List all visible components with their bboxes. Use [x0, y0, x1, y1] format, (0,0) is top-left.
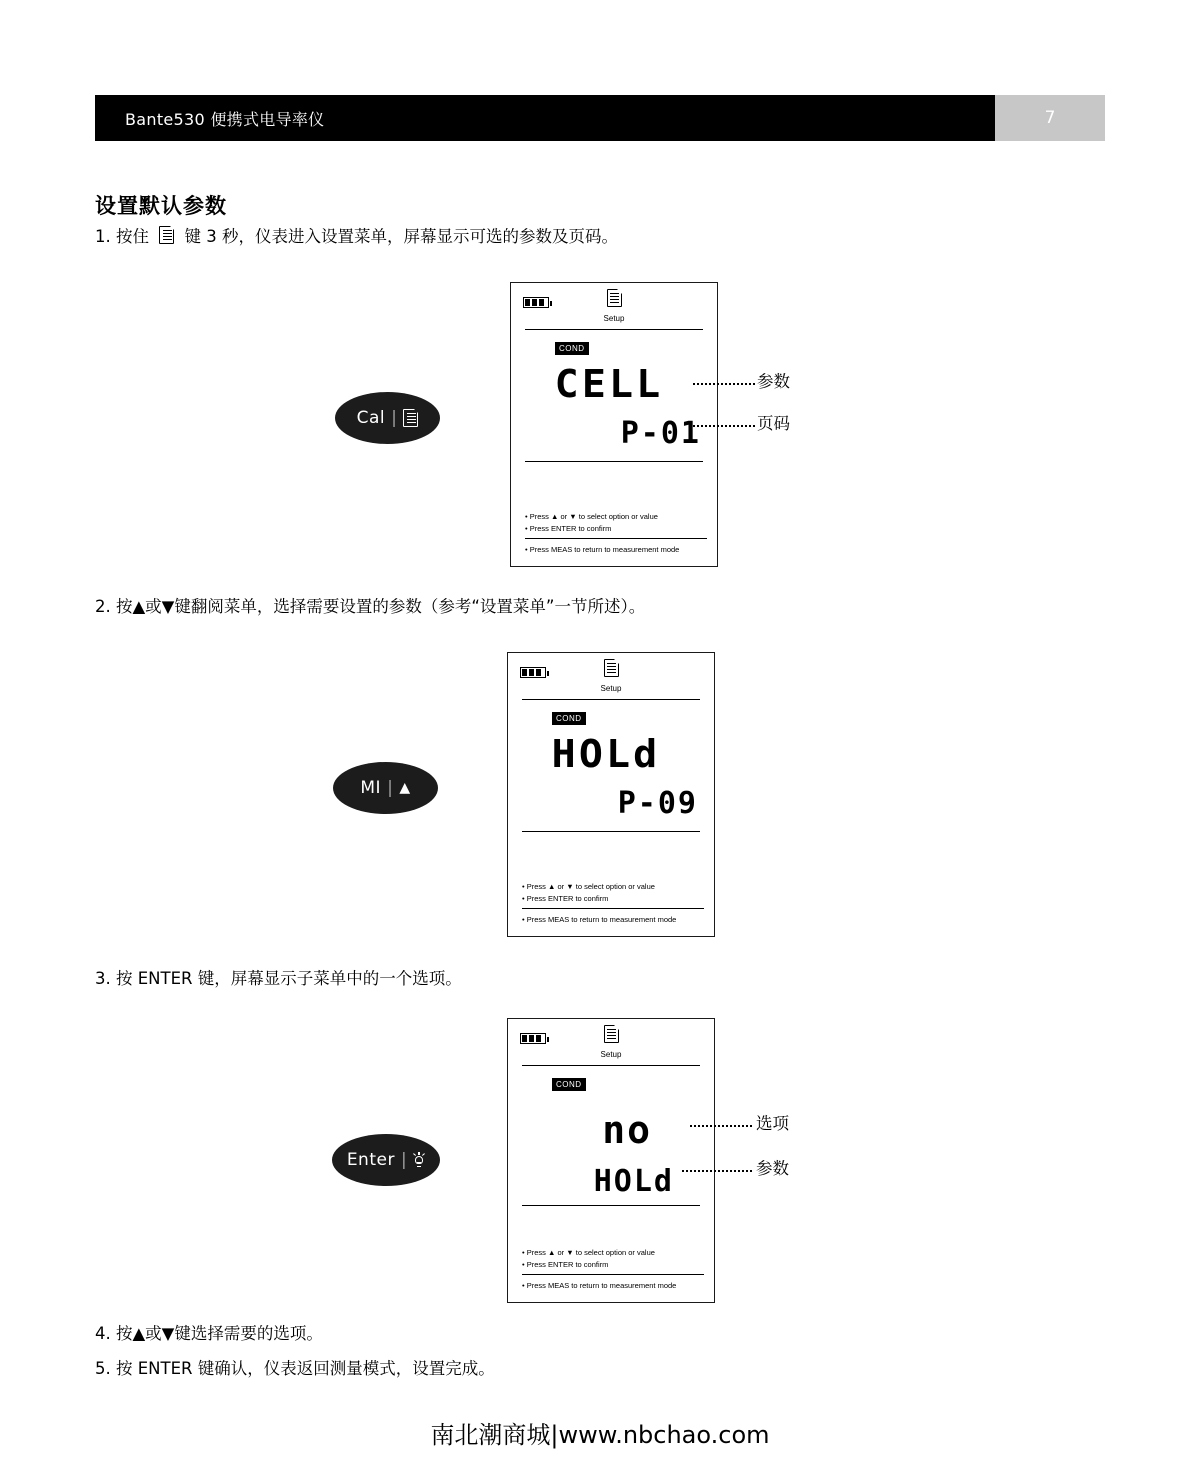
screen-divider	[522, 699, 700, 700]
key-separator: |	[387, 778, 394, 798]
callout-param-3: 参数	[756, 1159, 789, 1178]
cal-key-label: Cal	[356, 408, 386, 428]
page-title: Bante530 便携式电导率仪	[125, 109, 325, 129]
step-1-suffix: 键 3 秒，仪表进入设置菜单，屏幕显示可选的参数及页码。	[184, 227, 618, 246]
screen-hints	[522, 1247, 704, 1292]
screen-hints	[522, 881, 704, 926]
device-screen-3	[507, 1018, 715, 1303]
callout-line-param-3	[682, 1170, 752, 1172]
hint-line-3: • Press MEAS to return to measurement mode	[522, 1281, 677, 1291]
setup-doc-icon	[607, 289, 622, 307]
screen-divider	[522, 1065, 700, 1066]
hint-line-1: • Press ▲ or ▼ to select option or value	[522, 1248, 655, 1257]
lcd-area	[511, 356, 717, 464]
key-separator: |	[391, 408, 398, 428]
lcd-sub-value: P-01	[620, 415, 701, 451]
lcd-param-value: HOLd	[593, 1163, 674, 1199]
page-number: 7	[1044, 108, 1056, 128]
cond-badge: COND	[555, 342, 589, 355]
lcd-area	[508, 726, 714, 834]
lcd-underline	[525, 461, 703, 462]
hint-line-3: • Press MEAS to return to measurement mode	[525, 545, 680, 555]
mi-key-label: MI	[360, 778, 382, 798]
setup-indicator	[511, 289, 717, 323]
step-3-text: 3. 按 ENTER 键，屏幕显示子菜单中的一个选项。	[95, 969, 462, 988]
device-screen-1	[510, 282, 718, 567]
hint-line-2: • Press ENTER to confirm	[522, 1259, 609, 1269]
cond-badge: COND	[552, 712, 586, 725]
section-heading: 设置默认参数	[95, 194, 227, 218]
step-4-text: 4. 按▲或▼键选择需要的选项。	[95, 1324, 323, 1343]
cond-badge: COND	[552, 1078, 586, 1091]
setup-label: Setup	[600, 1050, 622, 1059]
callout-page-1: 页码	[757, 414, 790, 433]
page-header	[95, 95, 1105, 141]
hint-line-1: • Press ▲ or ▼ to select option or value	[522, 882, 655, 891]
setup-doc-icon	[604, 659, 619, 677]
callout-param-1: 参数	[757, 372, 790, 391]
lcd-underline	[522, 831, 700, 832]
page-number-box	[995, 95, 1105, 141]
setup-indicator	[508, 1025, 714, 1059]
step-5-text: 5. 按 ENTER 键确认，仪表返回测量模式，设置完成。	[95, 1359, 495, 1378]
enter-key-label: Enter	[346, 1150, 395, 1170]
setup-label: Setup	[603, 314, 625, 323]
footer-watermark: 南北潮商城|www.nbchao.com	[430, 1421, 770, 1449]
lcd-main-value: CELL	[554, 361, 664, 406]
step-1-prefix: 1. 按住	[95, 227, 149, 246]
setup-indicator	[508, 659, 714, 693]
header-title-bar	[95, 95, 995, 141]
screen-status-bar	[508, 1019, 714, 1065]
setup-doc-icon	[159, 226, 174, 252]
lcd-option-value: no	[602, 1107, 652, 1152]
hint-line-3: • Press MEAS to return to measurement mode	[522, 915, 677, 925]
hint-line-1: • Press ▲ or ▼ to select option or value	[525, 512, 658, 521]
enter-key-button[interactable]	[332, 1134, 440, 1186]
backlight-bulb-icon	[413, 1153, 425, 1168]
callout-line-param-1	[693, 383, 755, 385]
callout-line-option-3	[690, 1125, 752, 1127]
mi-up-key-button[interactable]	[333, 762, 438, 814]
hint-divider	[522, 908, 704, 909]
screen-hints	[525, 511, 707, 556]
step-1-text	[95, 225, 618, 252]
callout-option-3: 选项	[756, 1114, 789, 1133]
screen-status-bar	[511, 283, 717, 329]
setup-label: Setup	[600, 684, 622, 693]
step-2-text: 2. 按▲或▼键翻阅菜单，选择需要设置的参数（参考“设置菜单”一节所述）。	[95, 597, 646, 616]
callout-line-page-1	[690, 425, 755, 427]
doc-icon	[403, 409, 418, 427]
setup-doc-icon	[604, 1025, 619, 1043]
cal-key-button[interactable]	[335, 392, 440, 444]
lcd-area	[508, 1092, 714, 1200]
hint-line-2: • Press ENTER to confirm	[525, 523, 612, 533]
hint-divider	[525, 538, 707, 539]
hint-line-2: • Press ENTER to confirm	[522, 893, 609, 903]
device-screen-2	[507, 652, 715, 937]
key-separator: |	[400, 1150, 408, 1170]
screen-status-bar	[508, 653, 714, 699]
up-arrow-icon: ▲	[399, 780, 411, 796]
hint-divider	[522, 1274, 704, 1275]
lcd-sub-value: P-09	[617, 785, 698, 821]
screen-divider	[525, 329, 703, 330]
lcd-main-value: HOLd	[551, 731, 661, 776]
lcd-underline	[522, 1205, 700, 1206]
